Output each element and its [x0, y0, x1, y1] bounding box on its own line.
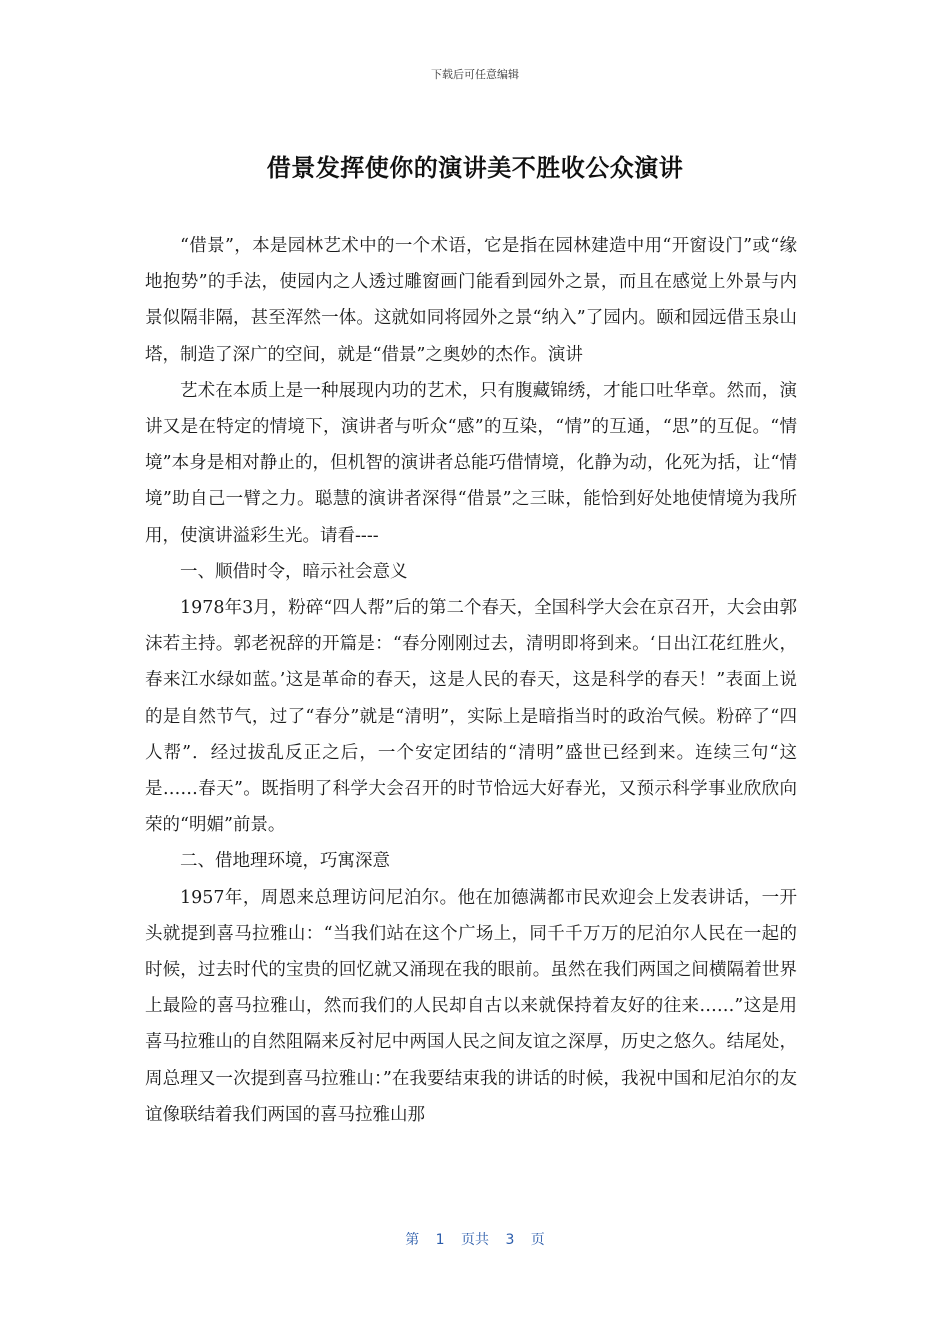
paragraph-1957: 1957年，周恩来总理访问尼泊尔。他在加德满都市民欢迎会上发表讲话，一开头就提到喜马拉雅山：“当我们站在这个广场上，同千千万万的尼泊尔人民在一起的时候，过去时代的宝贵的回忆就又涌现在我的眼前。虽然在我们两国之间横隔着世界上最险的喜马拉雅山，然而我们的人民却自古以来就保持着友好的往来……”这是用喜马拉雅山的自然阻隔来反衬尼中两国人民之间友谊之深厚，历史之悠久。结尾处，周总理又一次提到喜马拉雅山：”在我要结束我的讲话的时候，我祝中国和尼泊尔的友谊像联结着我们两国的喜马拉雅山那 — [145, 887, 797, 1125]
document-body — [145, 228, 797, 1133]
paragraph-art: 艺术在本质上是一种展现内功的艺术，只有腹藏锦绣，才能口吐华章。然而，演讲又是在特定的情境下，演讲者与听众“感”的互染，“情”的互通，“思”的互促。“情境”本身是相对静止的，但机智的演讲者总能巧借情境，化静为动，化死为括，让“情境”助自己一臂之力。聪慧的演讲者深得“借景”之三昧，能恰到好处地使情境为我所用，使演讲溢彩生光。请看---- — [145, 380, 797, 546]
paragraph-1978: 1978年3月，粉碎“四人帮”后的第二个春天，全国科学大会在京召开，大会由郭沫若主持。郭老祝辞的开篇是：“春分刚刚过去，清明即将到来。‘日出江花红胜火，春来江水绿如蓝。’这是革命的春天，这是人民的春天，这是科学的春天！”表面上说的是自然节气，过了“春分”就是“清明”，实际上是暗指当时的政治气候。粉碎了“四人帮”．经过拔乱反正之后，一个安定团结的“清明”盛世已经到来。连续三句“这是……春天”。既指明了科学大会召开的时节恰远大好春光，又预示科学事业欣欣向荣的“明媚”前景。 — [145, 598, 797, 836]
section-heading-2: 二、借地理环境，巧寓深意 — [180, 851, 390, 872]
paragraph-intro: “借景”，本是园林艺术中的一个术语，它是指在园林建造中用“开窗设门”或“缘地抱势”的手法，使园内之人透过雕窗画门能看到园外之景，而且在感觉上外景与内景似隔非隔，甚至浑然一体。这就如同将园外之景“纳入”了园内。颐和园远借玉泉山塔，制造了深广的空间，就是“借景”之奥妙的杰作。演讲 — [145, 236, 797, 365]
page-number-footer: 第 1 页共 3 页 — [405, 1232, 545, 1248]
document-title: 借景发挥使你的演讲美不胜收公众演讲 — [266, 154, 684, 182]
page-header-note: 下载后可任意编辑 — [431, 68, 519, 81]
section-heading-1: 一、顺借时令，暗示社会意义 — [180, 561, 408, 582]
